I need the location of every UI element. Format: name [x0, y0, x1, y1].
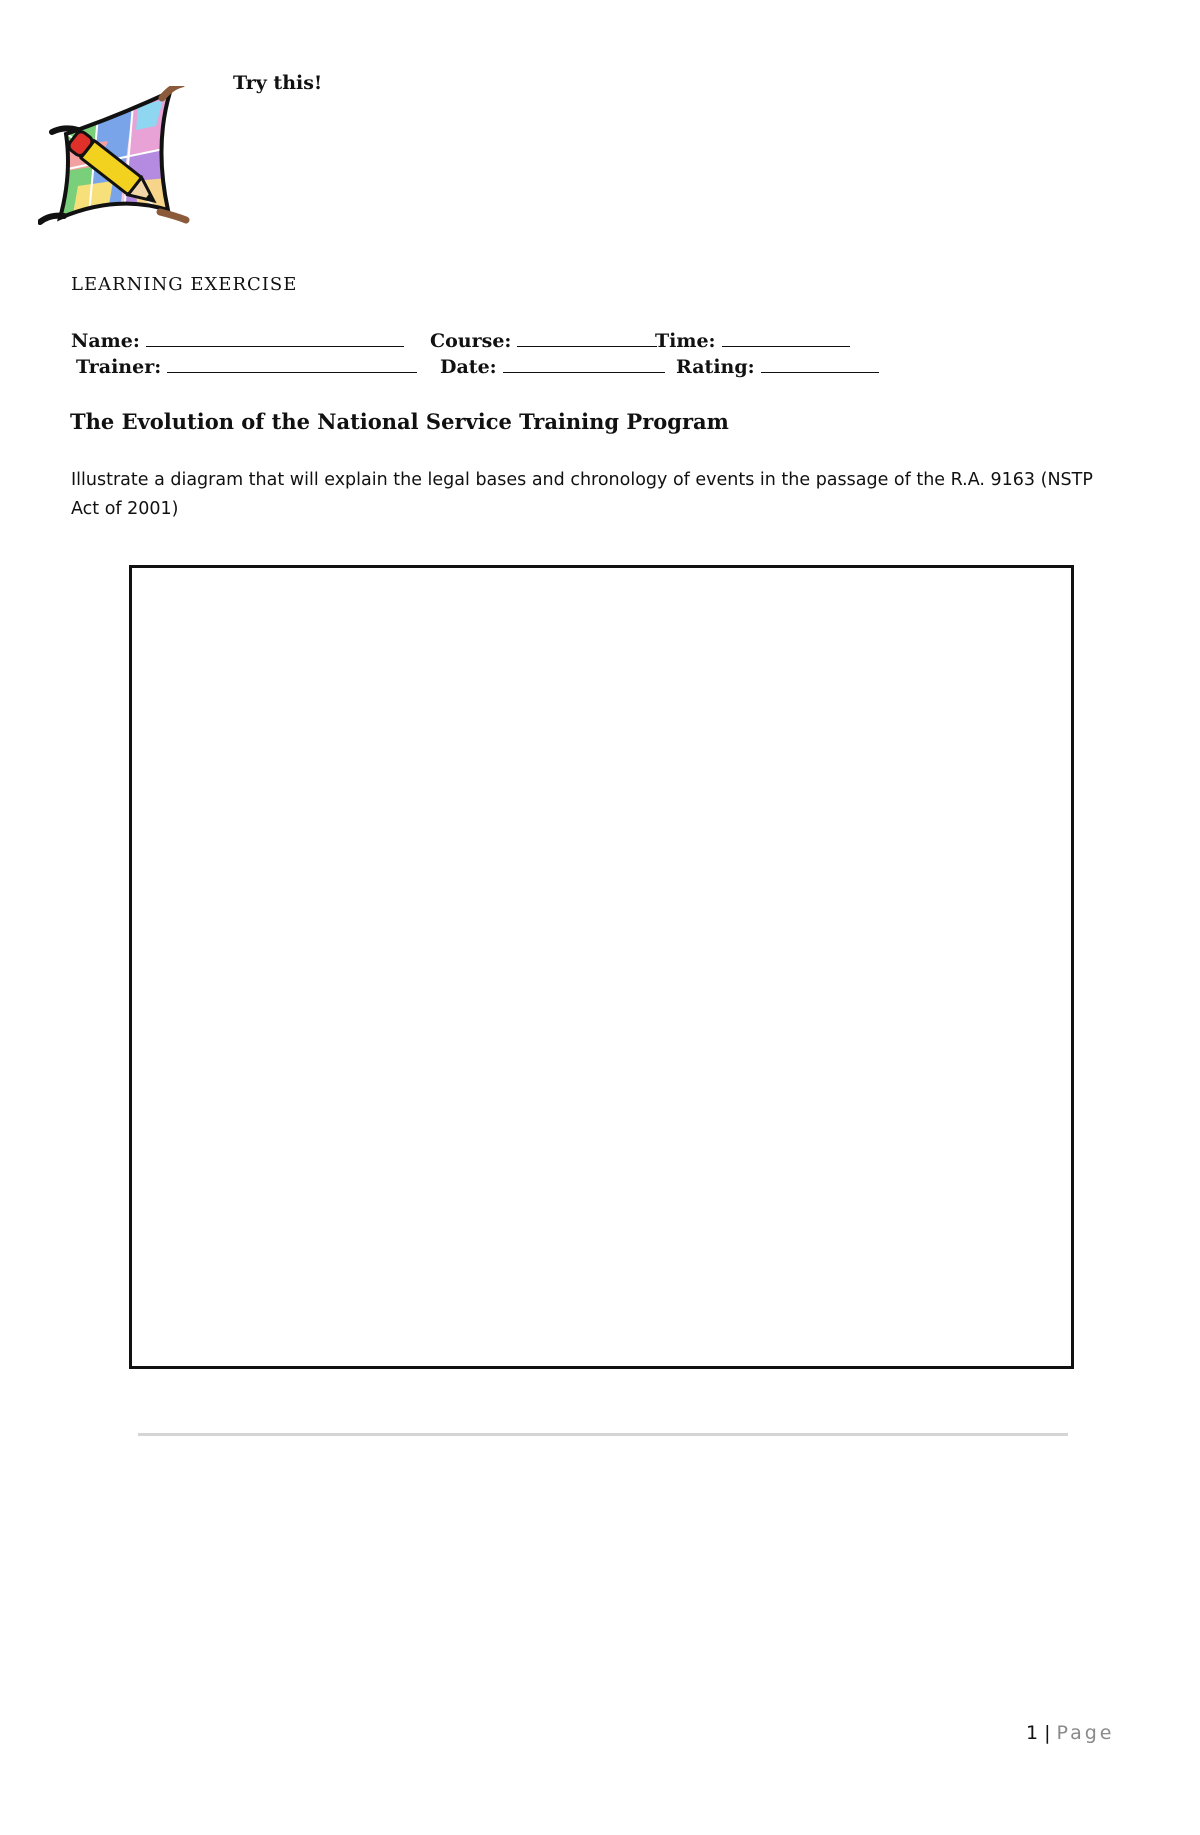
- date-label: Date:: [440, 356, 497, 378]
- rating-label: Rating:: [676, 356, 755, 378]
- date-line[interactable]: [503, 354, 665, 373]
- exercise-title: The Evolution of the National Service Training Program: [70, 409, 729, 434]
- trainer-field[interactable]: [76, 354, 417, 378]
- rating-field[interactable]: [676, 354, 879, 378]
- course-field[interactable]: [430, 328, 657, 352]
- try-this-label: Try this!: [233, 72, 323, 94]
- time-field[interactable]: [655, 328, 850, 352]
- page-separator: |: [1044, 1722, 1051, 1744]
- trainer-label: Trainer:: [76, 356, 162, 378]
- pencil-banner-icon: [38, 86, 220, 246]
- page-footer: [1026, 1722, 1115, 1744]
- diagram-answer-box[interactable]: [129, 565, 1074, 1369]
- course-line[interactable]: [517, 328, 657, 347]
- page-number: 1: [1026, 1722, 1039, 1744]
- section-label: LEARNING EXERCISE: [71, 274, 298, 295]
- date-field[interactable]: [440, 354, 665, 378]
- time-line[interactable]: [722, 328, 850, 347]
- trainer-line[interactable]: [167, 354, 417, 373]
- name-line[interactable]: [146, 328, 404, 347]
- name-field[interactable]: [71, 328, 404, 352]
- page-word: Page: [1056, 1722, 1115, 1744]
- course-label: Course:: [430, 330, 512, 352]
- instruction-text: Illustrate a diagram that will explain the legal bases and chronology of events in the passage of the R.A. 9163 (NSTP Act of 2001): [71, 470, 1093, 519]
- name-label: Name:: [71, 330, 140, 352]
- rating-line[interactable]: [761, 354, 879, 373]
- footer-divider: [138, 1433, 1068, 1436]
- time-label: Time:: [655, 330, 716, 352]
